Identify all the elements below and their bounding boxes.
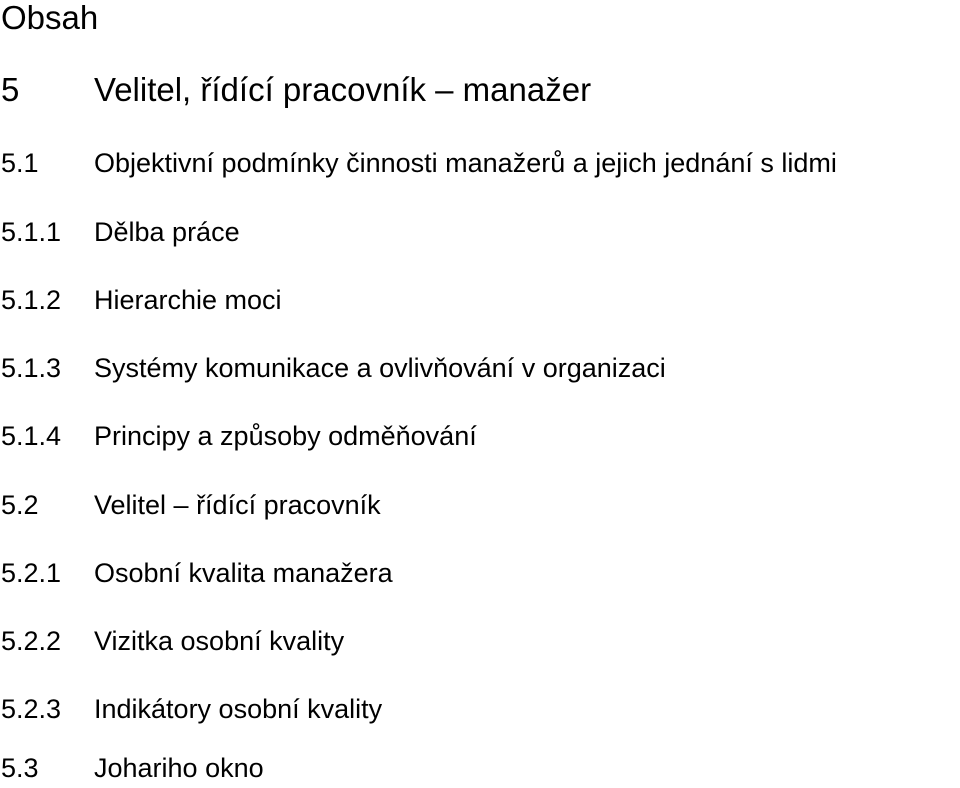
toc-entry-subsection-5-2-2 [0, 621, 960, 661]
toc-entry-number: 5.1.4 [1, 421, 62, 451]
toc-entry-title: Dělba práce [94, 217, 240, 247]
toc-entry-number: 5.3 [1, 753, 39, 783]
toc-entry-subsection-5-2-1 [0, 553, 960, 593]
toc-entry-title: Osobní kvalita manažera [94, 558, 393, 588]
toc-entry-title: Principy a způsoby odměňování [94, 421, 477, 451]
toc-entry-subsection-5-1-2 [0, 280, 960, 320]
toc-entry-title: Indikátory osobní kvality [94, 694, 383, 724]
toc-entry-section-5-3 [0, 748, 960, 788]
page-title: Obsah [1, 0, 99, 36]
toc-entry-number: 5.2.2 [1, 626, 62, 656]
toc-entry-title: Hierarchie moci [94, 285, 282, 315]
toc-entry-chapter-5 [0, 70, 960, 110]
toc-entry-subsection-5-1-3 [0, 348, 960, 388]
toc-entry-number: 5.2.3 [1, 694, 62, 724]
toc-entry-number: 5.1.2 [1, 285, 62, 315]
toc-entry-subsection-5-2-3 [0, 689, 960, 729]
toc-entry-section-5-1 [0, 143, 960, 183]
toc-entry-title: Vizitka osobní kvality [94, 626, 345, 656]
toc-entry-subsection-5-1-1 [0, 212, 960, 252]
toc-entry-title: Velitel – řídící pracovník [94, 490, 381, 520]
toc-entry-section-5-2 [0, 485, 960, 525]
toc-entry-number: 5 [1, 71, 20, 108]
toc-entry-number: 5.1 [1, 148, 39, 178]
toc-entry-subsection-5-1-4 [0, 416, 960, 456]
toc-entry-title: Systémy komunikace a ovlivňování v organizaci [94, 353, 666, 383]
toc-entry-title: Velitel, řídící pracovník – manažer [94, 71, 592, 108]
toc-entry-number: 5.2 [1, 490, 39, 520]
toc-entry-title: Objektivní podmínky činnosti manažerů a jejich jednání s lidmi [94, 148, 837, 178]
toc-entry-number: 5.1.3 [1, 353, 62, 383]
toc-entry-title: Johariho okno [94, 753, 264, 783]
toc-entry-number: 5.2.1 [1, 558, 62, 588]
toc-entry-number: 5.1.1 [1, 217, 62, 247]
